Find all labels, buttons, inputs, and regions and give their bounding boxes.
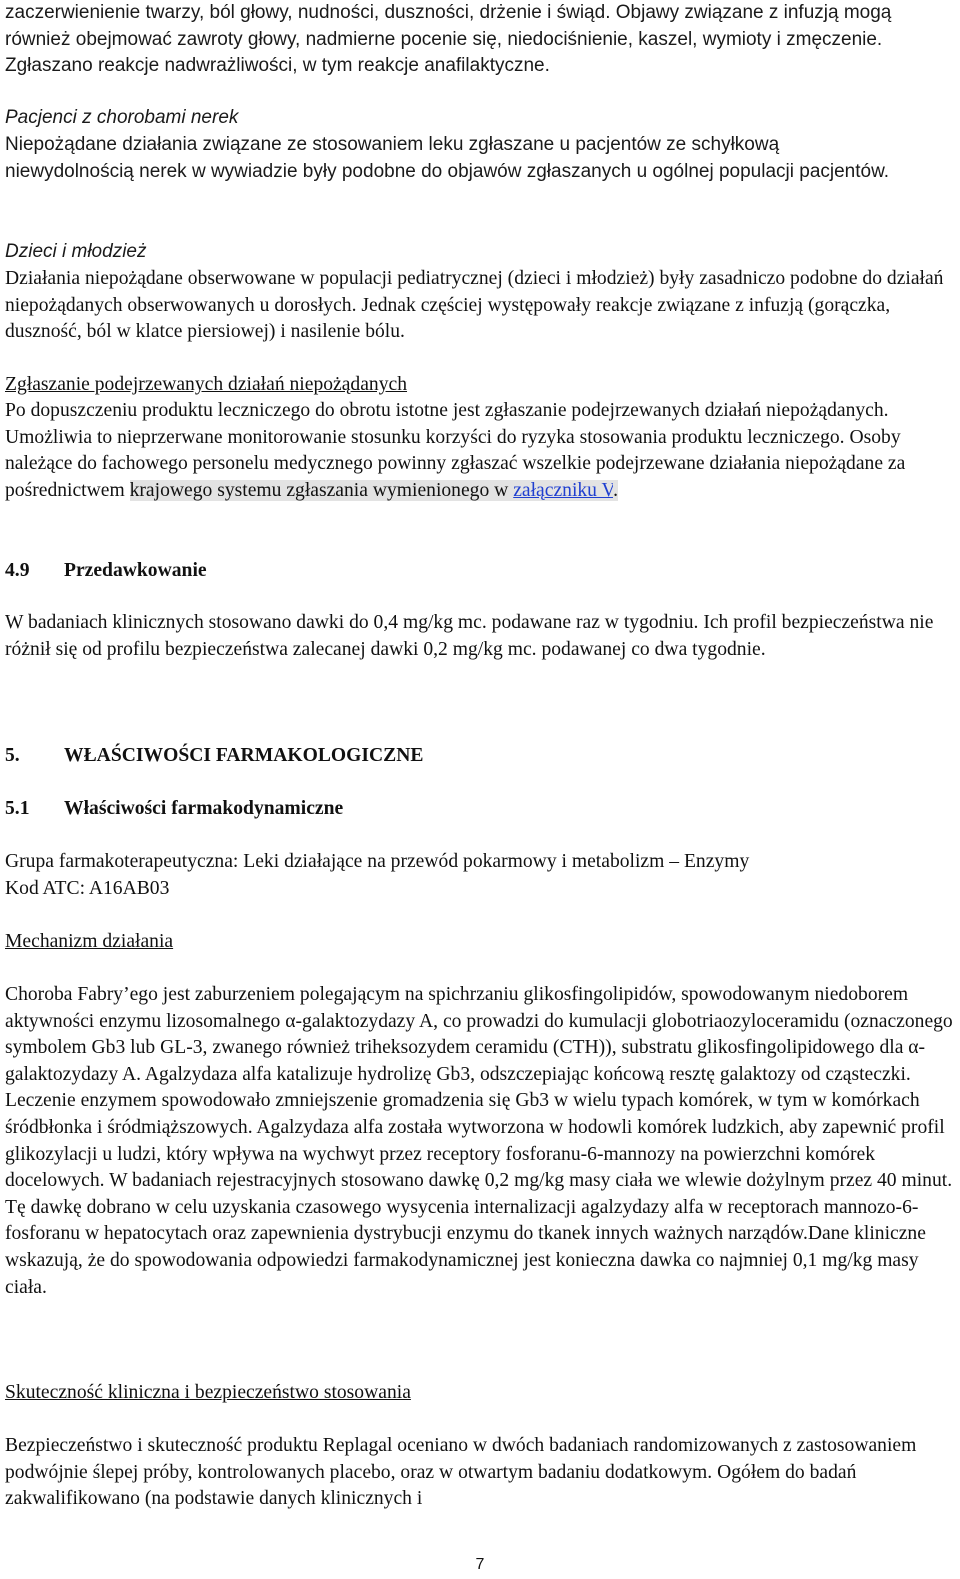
reporting-paragraph [5,398,940,504]
reporting-heading: Zgłaszanie podejrzewanych działań niepożądanych [5,374,408,395]
atc-code: Kod ATC: A16AB03 [5,878,170,899]
section-4-9-title: Przedawkowanie [64,560,207,581]
pharmacotherapeutic-group: Grupa farmakoterapeutyczna: Leki działające na przewód pokarmowy i metabolizm – Enzymy [5,851,750,872]
section-5-title: WŁAŚCIWOŚCI FARMAKOLOGICZNE [64,745,424,766]
efficacy-heading: Skuteczność kliniczna i bezpieczeństwo stosowania [5,1382,411,1403]
section-5-number: 5. [5,745,20,766]
reporting-end: . [613,479,619,501]
annex-v-link[interactable]: załączniku V [513,479,614,501]
section-5-1-title: Właściwości farmakodynamiczne [64,798,344,819]
children-subheading: Dzieci i młodzież [5,241,147,262]
section-4-9-heading [5,558,207,585]
section-5-1-heading [5,796,343,823]
kidney-subheading: Pacjenci z chorobami nerek [5,107,239,128]
page-number: 7 [475,1556,485,1573]
section-5-heading [5,743,423,770]
efficacy-paragraph: Bezpieczeństwo i skuteczność produktu Replagal oceniano w dwóch badaniach randomizowanych z zastosowaniem podwójnie ślepej próby, kontrolowanych placebo, oraz w otwartym badaniu dodatkowym. Ogółem do badań zakwalifikowano (na podstawie danych klinicznych i [5,1435,917,1510]
section-5-1-number: 5.1 [5,798,30,819]
mechanism-heading: Mechanizm działania [5,931,174,952]
reporting-highlight: krajowego systemu zgłaszania wymienionego w [129,479,514,501]
reporting-text: Po dopuszczeniu produktu leczniczego do obrotu istotne jest zgłaszanie podejrzewanych działań niepożądanych. Umożliwia to nieprzerwane monitorowanie stosunku korzyści do ryzyka stosowania produktu leczniczego. Osoby należące do fachowego personelu medycznego powinny zgłaszać wszelkie podejrzewane działania niepożądane za pośrednictwem [5,400,906,501]
overdose-paragraph: W badaniach klinicznych stosowano dawki do 0,4 mg/kg mc. podawane raz w tygodniu. Ich profil bezpieczeństwa nie różnił się od profilu bezpieczeństwa zalecanej dawki 0,2 mg/kg mc. podawanej co dwa tygodnie. [5,612,934,660]
children-paragraph: Działania niepożądane obserwowane w populacji pediatrycznej (dzieci i młodzież) były zasadniczo podobne do działań niepożądanych obserwowanych u dorosłych. Jednak częściej występowały reakcje związane z infuzją (gorączka, duszność, ból w klatce piersiowej) i nasilenie bólu. [5,268,944,343]
section-4-9-number: 4.9 [5,560,30,581]
adverse-reactions-paragraph: zaczerwienienie twarzy, ból głowy, nudności, duszności, drżenie i świąd. Objawy związane z infuzją mogą również obejmować zawroty głowy, nadmierne pocenie się, niedociśnienie, kaszel, wymioty i zmęczenie. Zgłaszano reakcje nadwrażliwości, w tym reakcje anafilaktyczne. [5,2,892,77]
kidney-paragraph: Niepożądane działania związane ze stosowaniem leku zgłaszane u pacjentów ze schyłkową niewydolnością nerek w wywiadzie były podobne do objawów zgłaszanych u ogólnej populacji pacjentów. [5,134,890,182]
mechanism-paragraph: Choroba Fabry’ego jest zaburzeniem polegającym na spichrzaniu glikosfingolipidów, spowodowanym niedoborem aktywności enzymu lizosomalnego α-galaktozydazy A, co prowadzi do kumulacji globotriaozyloceramidu (oznaczonego symbolem Gb3 lub GL-3, zwanego również triheksozydem ceramidu (CTH)), substratu glikosfingolipidowego dla α-galaktozydazy A. Agalzydaza alfa katalizuje hydrolizę Gb3, odszczepiając końcową resztę galaktozy od cząsteczki. Leczenie enzymem spowodowało zmniejszenie gromadzenia się Gb3 w wielu typach komórek, w tym w komórkach śródbłonka i śródmiąższowych. Agalzydaza alfa została wytworzona w hodowli komórek ludzkich, aby zapewnić profil glikozylacji u ludzi, który wpływa na wychwyt przez receptory fosforanu-6-mannozy na powierzchni komórek docelowych. W badaniach rejestracyjnych stosowano dawkę 0,2 mg/kg masy ciała we wlewie dożylnym przez 40 minut. Tę dawkę dobrano w celu uzyskania czasowego wysycenia internalizacji agalzydazy alfa w receptorach mannozo-6-fosforanu w hepatocytach oraz zapewnienia dystrybucji enzymu do tkanek innych ważnych narządów.Dane kliniczne wskazują, że do spowodowania odpowiedzi farmakodynamicznej jest konieczna dawka co najmniej 0,1 mg/kg masy ciała. [5,984,953,1298]
